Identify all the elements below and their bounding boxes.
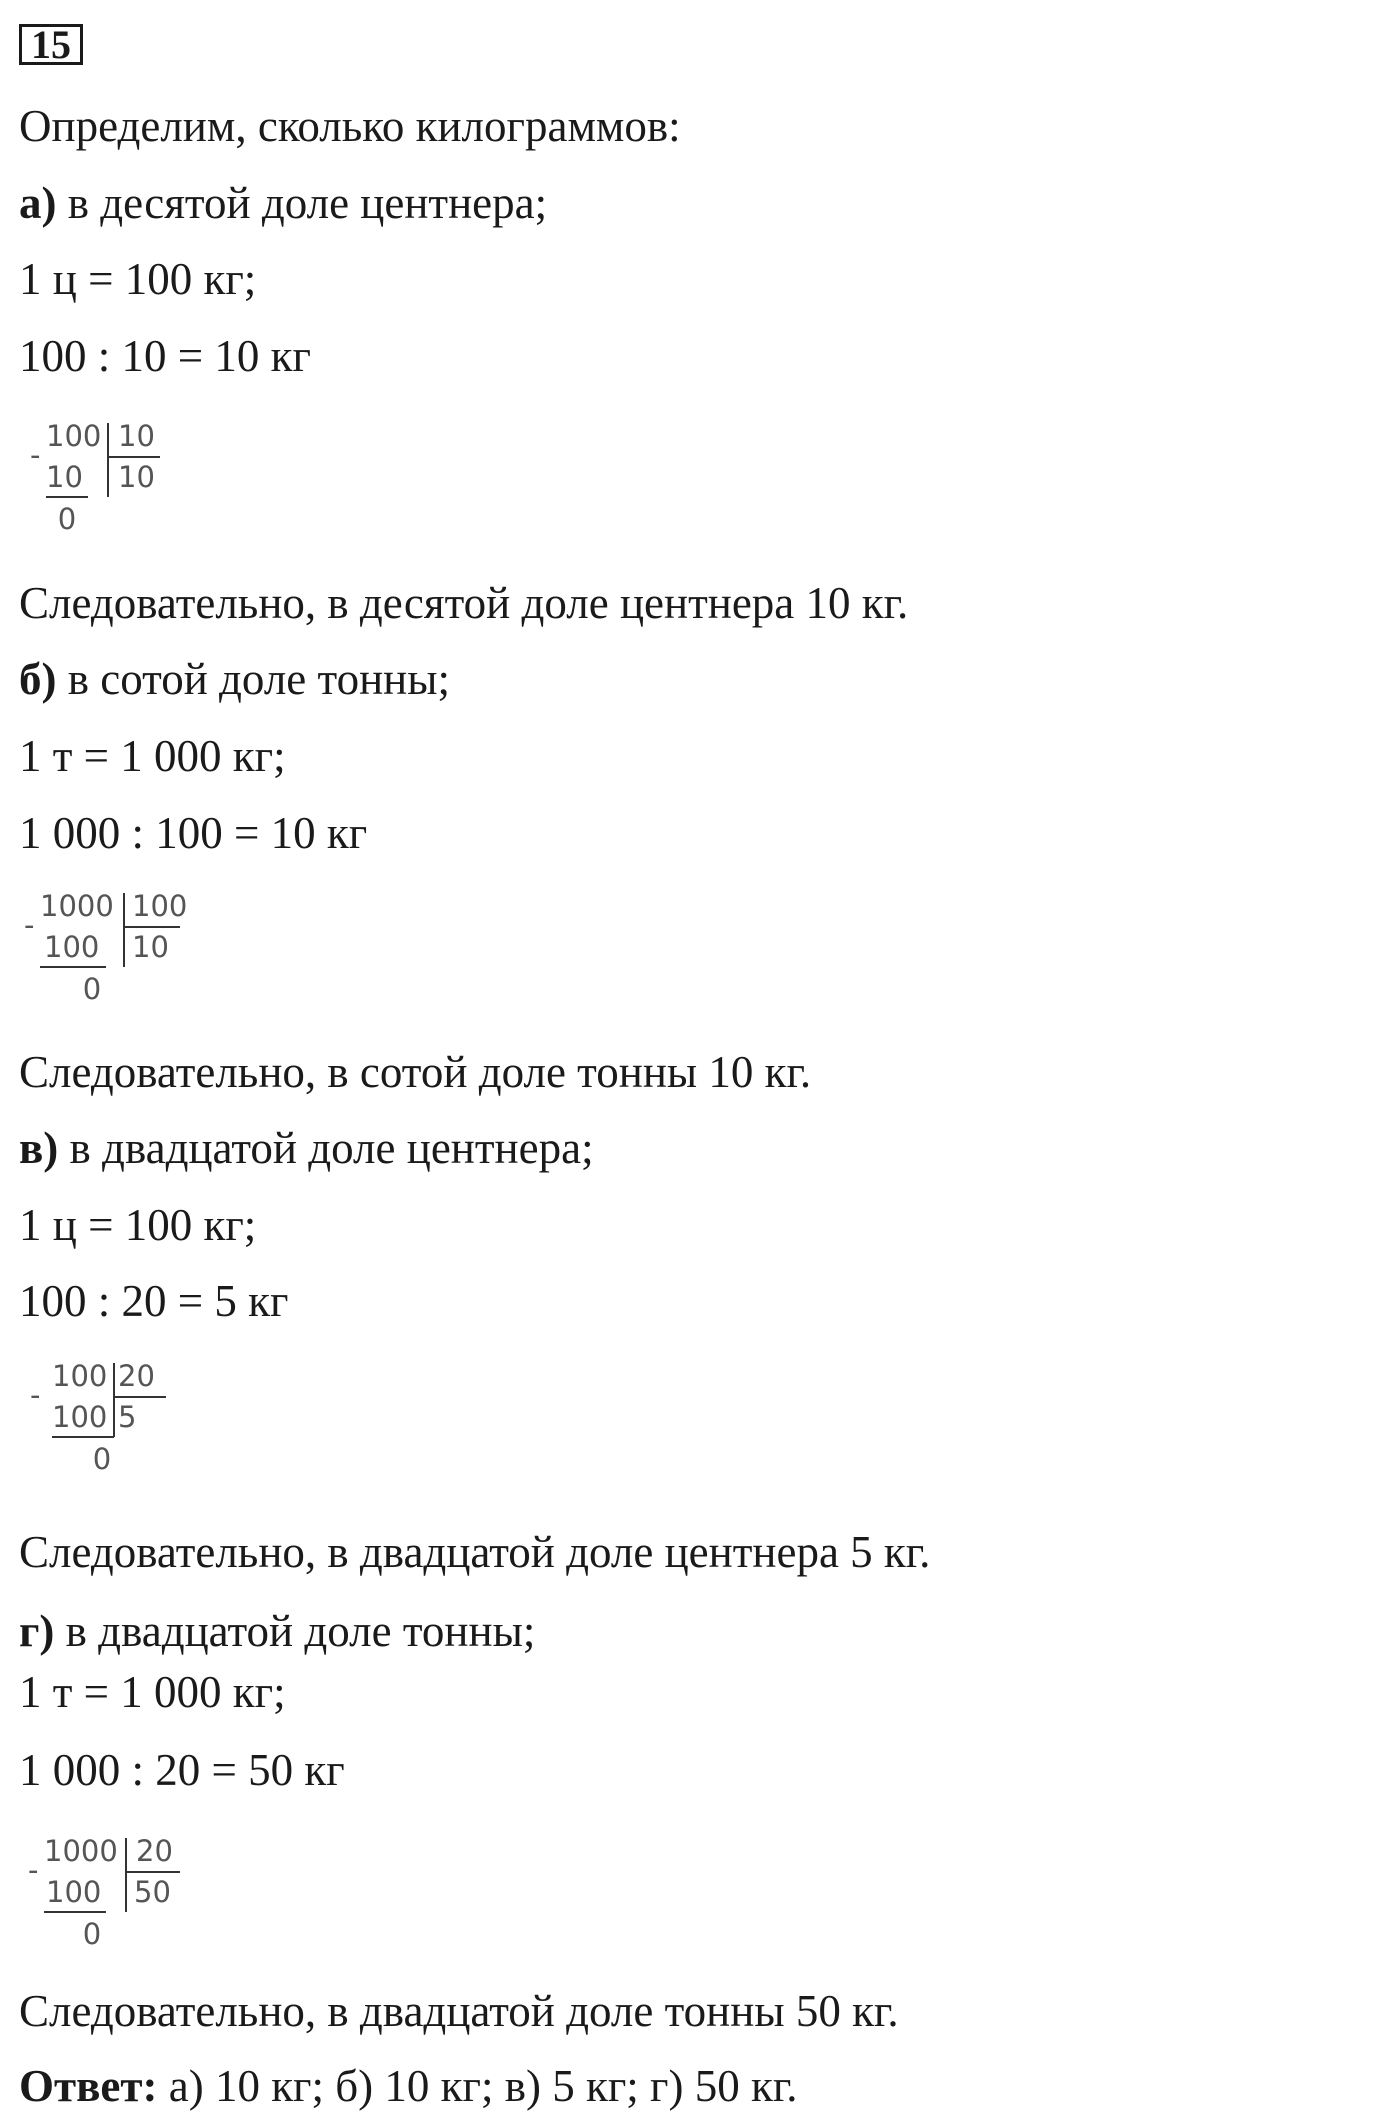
division-quotient: 5 [118,1400,137,1434]
part-b-question-text: в сотой доле тонны; [67,654,450,704]
division-remainder: 0 [57,502,77,536]
division-dividend: 1000 [40,889,114,923]
part-d-label: г) [19,1606,55,1656]
part-c-equation: 100 : 20 = 5 кг [19,1276,289,1326]
part-a-unit-line: 1 ц = 100 кг; [19,254,257,304]
part-c-question [19,1122,594,1174]
division-quotient: 10 [132,930,169,964]
division-remainder: 0 [82,1917,102,1951]
part-b-long-division [24,885,210,1010]
problem-number-box [19,24,83,65]
part-c-unit-line: 1 ц = 100 кг; [19,1200,257,1250]
division-subtrahend: 100 [46,1875,102,1909]
answer-label: Ответ: [19,2061,158,2111]
part-a-conclusion: Следовательно, в десятой доле центнера 10 кг. [19,578,909,628]
svg-text:-: - [24,908,35,942]
division-subtrahend: 100 [52,1400,108,1434]
answer-text: а) 10 кг; б) 10 кг; в) 5 кг; г) 50 кг. [168,2061,798,2111]
division-dividend: 100 [52,1359,108,1393]
division-quotient: 50 [134,1875,171,1909]
part-c-long-division [30,1355,190,1480]
part-d-question-text: в двадцатой доле тонны; [65,1606,536,1656]
division-divisor: 20 [136,1834,173,1868]
part-d-long-division [30,1830,210,1955]
part-b-equation: 1 000 : 100 = 10 кг [19,808,368,858]
part-d-equation: 1 000 : 20 = 50 кг [19,1745,345,1795]
part-b-unit-line: 1 т = 1 000 кг; [19,731,286,781]
part-a-long-division [30,415,190,540]
part-b-label: б) [19,654,57,704]
division-subtrahend: 100 [44,930,100,964]
part-a-label: а) [19,178,57,228]
answer-line [19,2060,797,2112]
part-a-question-text: в десятой доле центнера; [67,178,548,228]
part-a-question [19,177,547,229]
part-d-conclusion: Следовательно, в двадцатой доле тонны 50 кг. [19,1986,899,2036]
part-c-label: в) [19,1123,59,1173]
svg-text:-: - [28,1853,39,1887]
part-b-question [19,653,450,705]
division-dividend: 100 [46,419,102,453]
division-remainder: 0 [82,972,102,1006]
part-a-equation: 100 : 10 = 10 кг [19,331,311,381]
svg-text:-: - [30,438,41,472]
division-divisor: 100 [132,889,188,923]
division-dividend: 1000 [44,1834,118,1868]
svg-text:-: - [30,1378,41,1412]
division-remainder: 0 [92,1442,112,1476]
division-quotient: 10 [118,460,155,494]
problem-number: 15 [31,22,71,67]
part-d-unit-line: 1 т = 1 000 кг; [19,1667,286,1717]
division-divisor: 20 [118,1359,155,1393]
division-subtrahend: 10 [46,460,83,494]
part-c-question-text: в двадцатой доле центнера; [69,1123,594,1173]
part-b-conclusion: Следовательно, в сотой доле тонны 10 кг. [19,1047,812,1097]
part-d-question [19,1605,535,1657]
division-divisor: 10 [118,419,155,453]
intro-text: Определим, сколько килограммов: [19,101,681,151]
part-c-conclusion: Следовательно, в двадцатой доле центнера 5 кг. [19,1527,931,1577]
